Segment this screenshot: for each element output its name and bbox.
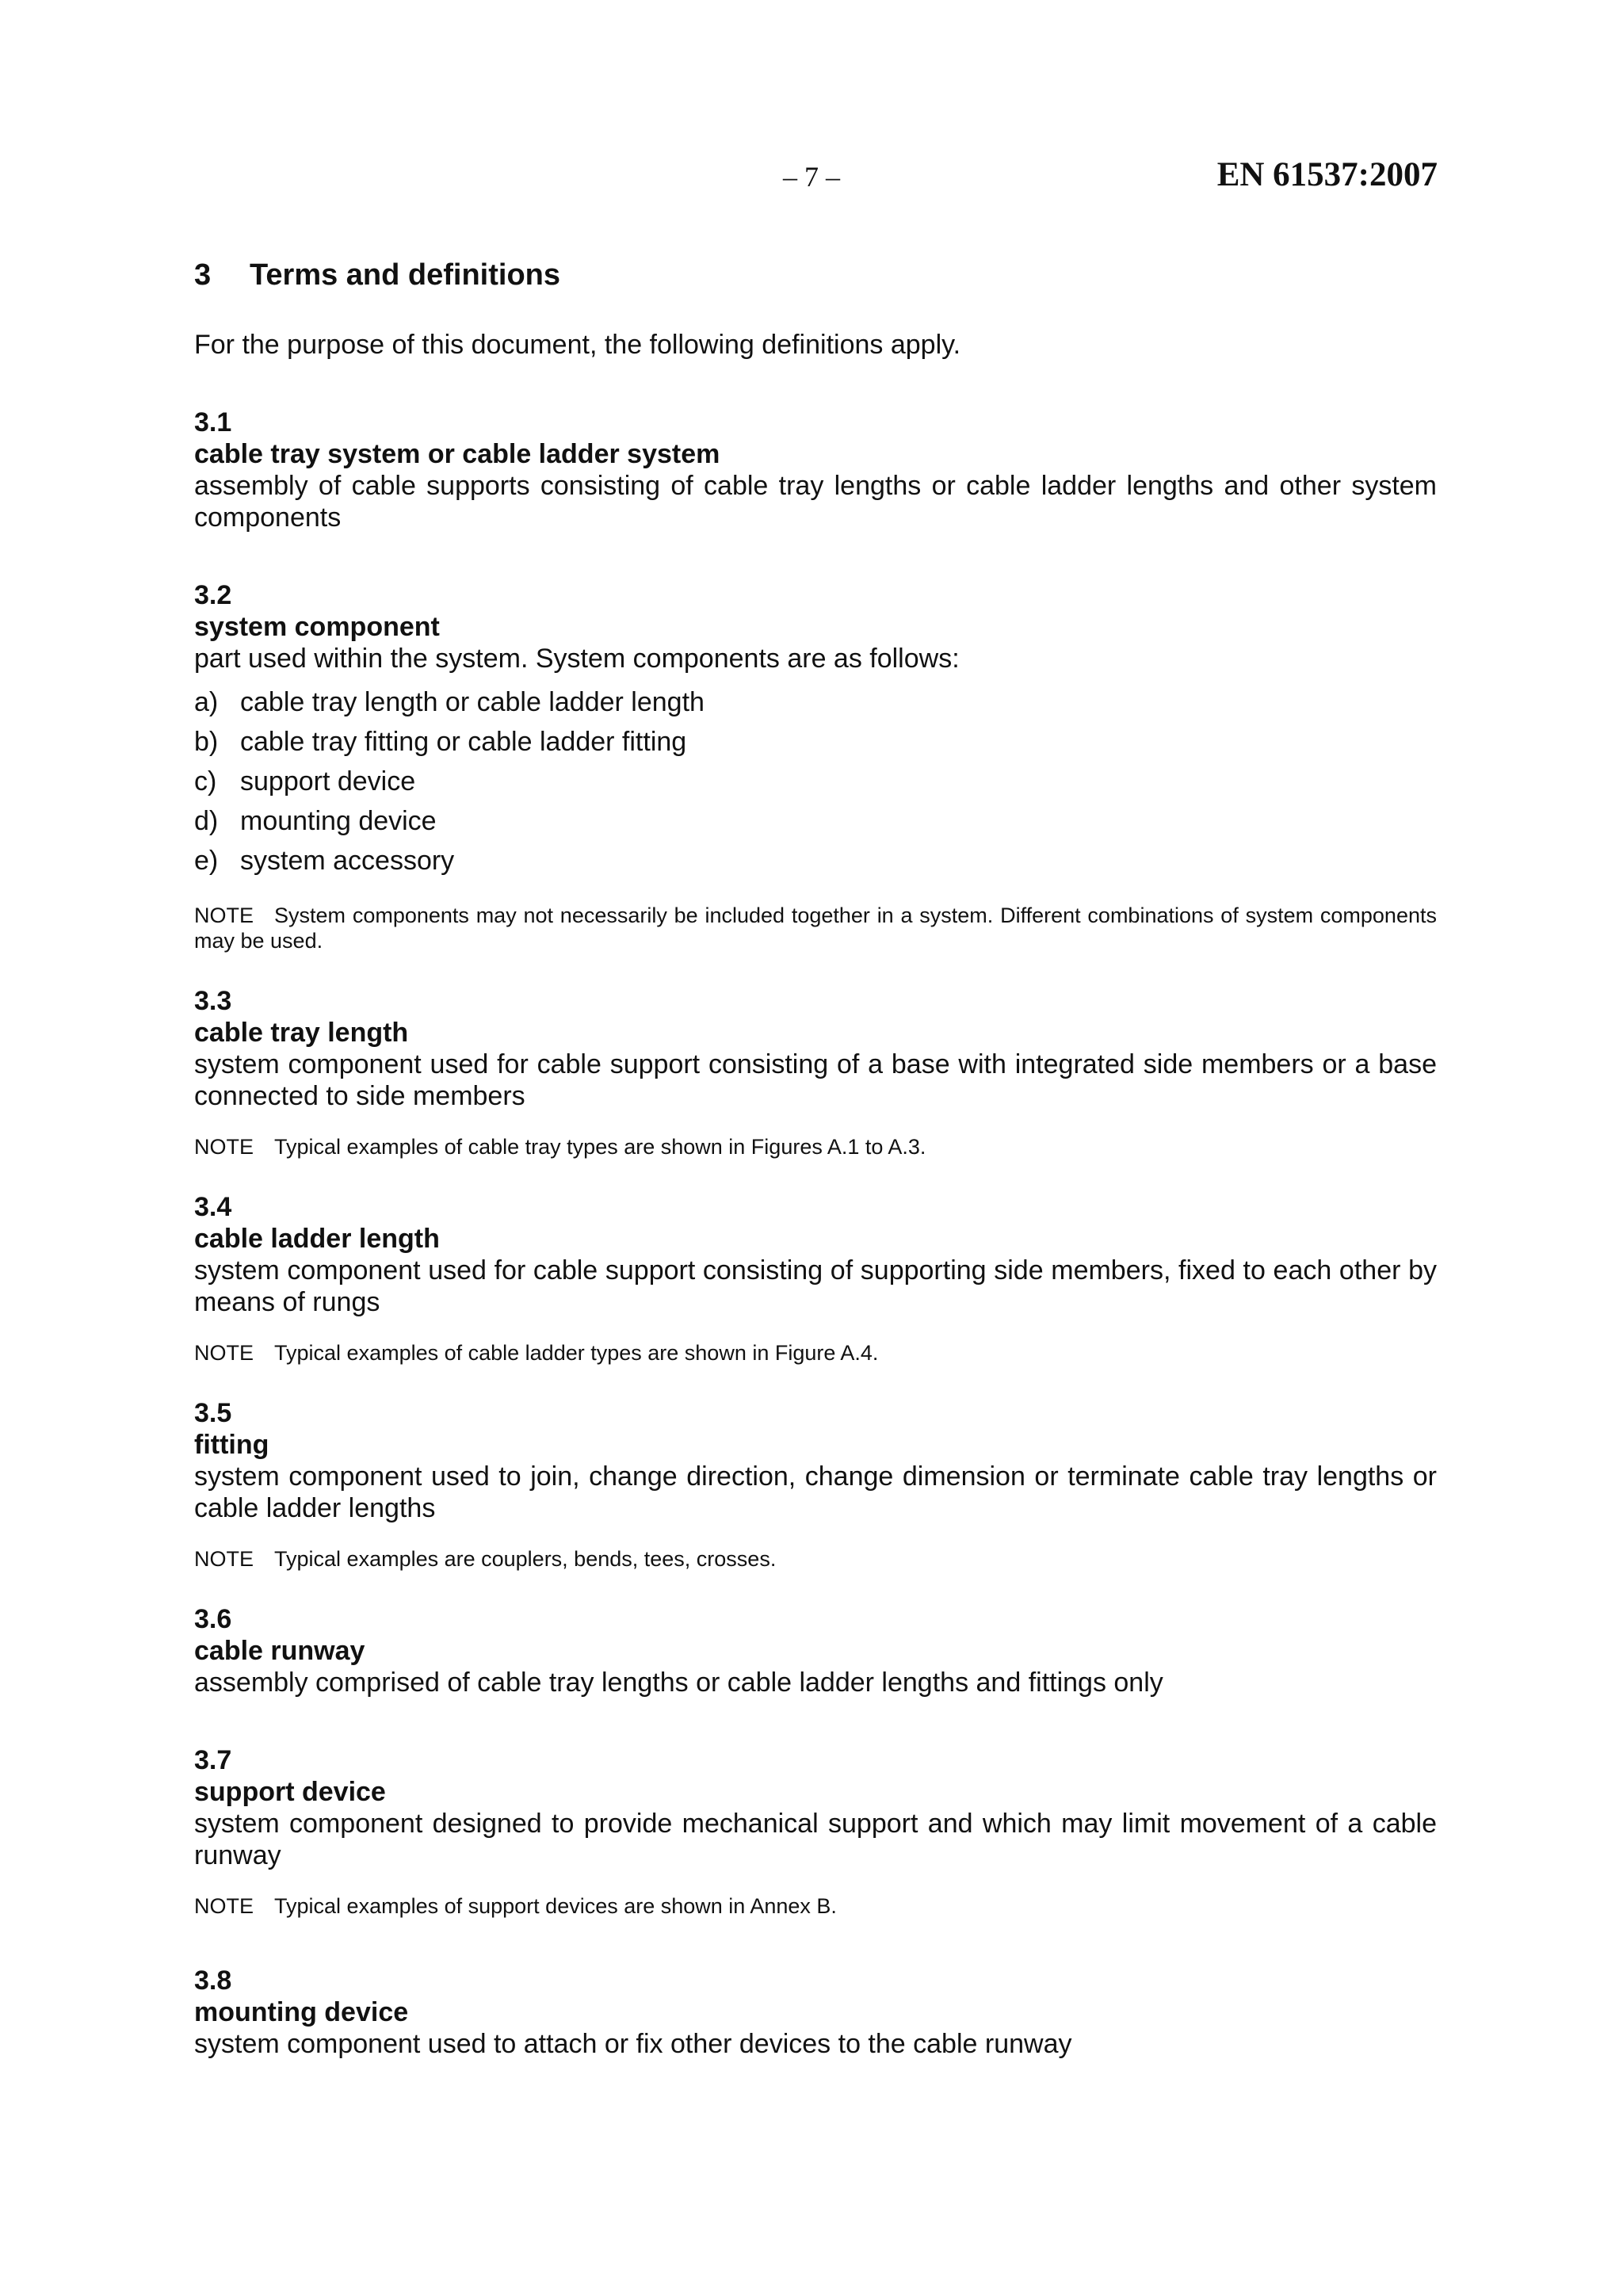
list-marker: e) [194, 846, 219, 876]
list-item [194, 762, 1437, 801]
term-definition: part used within the system. System components are as follows: [194, 644, 960, 674]
term-3-5 [194, 1397, 1437, 1572]
section-number: 3 [194, 258, 212, 292]
term-number: 3.8 [194, 1966, 232, 1996]
term-number: 3.2 [194, 580, 232, 610]
term-name: cable tray system or cable ladder system [194, 439, 720, 469]
term-3-8 [194, 1965, 1437, 2060]
term-definition: assembly comprised of cable tray lengths or cable ladder lengths and fittings only [194, 1668, 1163, 1698]
page-number: – 7 – [783, 161, 840, 193]
term-name: cable tray length [194, 1018, 409, 1048]
term-note [194, 1893, 1437, 1919]
list-marker: b) [194, 727, 219, 757]
list-item [194, 722, 1437, 762]
term-note [194, 1340, 1437, 1366]
term-definition: system component designed to provide mechanical support and which may limit movement of a cable runway [194, 1809, 1437, 1870]
note-text: Typical examples of cable ladder types are shown in Figure A.4. [274, 1341, 879, 1365]
note-label: NOTE [194, 1135, 254, 1159]
term-definition: assembly of cable supports consisting of cable tray lengths or cable ladder lengths and other system components [194, 471, 1437, 533]
term-name: support device [194, 1777, 386, 1807]
term-definition: system component used for cable support consisting of supporting side members, fixed to each other by means of rungs [194, 1255, 1437, 1317]
term-note [194, 903, 1437, 953]
term-name: fitting [194, 1430, 269, 1460]
term-number: 3.5 [194, 1398, 232, 1428]
term-3-4 [194, 1191, 1437, 1366]
page-content [194, 257, 1437, 2060]
note-label: NOTE [194, 904, 254, 927]
note-text: Typical examples of cable tray types are shown in Figures A.1 to A.3. [274, 1135, 926, 1159]
term-3-2 [194, 579, 1437, 953]
term-name: cable ladder length [194, 1224, 440, 1254]
section-title: Terms and definitions [250, 258, 561, 292]
list-text: cable tray length or cable ladder length [240, 687, 705, 717]
term-number: 3.3 [194, 986, 232, 1016]
note-label: NOTE [194, 1894, 254, 1918]
term-definition: system component used to join, change direction, change dimension or terminate cable tray lengths or cable ladder lengths [194, 1461, 1437, 1523]
note-text: System components may not necessarily be included together in a system. Different combinations of system components may be used. [194, 904, 1437, 953]
term-definition: system component used for cable support consisting of a base with integrated side members or a base connected to side members [194, 1049, 1437, 1111]
term-name: cable runway [194, 1636, 365, 1666]
term-number: 3.7 [194, 1745, 232, 1775]
list-text: support device [240, 766, 416, 797]
list-item [194, 801, 1437, 841]
term-3-1 [194, 407, 1437, 533]
term-3-6 [194, 1603, 1437, 1698]
list-text: system accessory [240, 846, 455, 876]
term-note [194, 1546, 1437, 1572]
note-label: NOTE [194, 1547, 254, 1571]
term-number: 3.4 [194, 1192, 232, 1222]
list-marker: d) [194, 806, 219, 836]
list-marker: c) [194, 766, 217, 797]
term-number: 3.1 [194, 407, 232, 437]
note-label: NOTE [194, 1341, 254, 1365]
term-name: system component [194, 612, 440, 642]
document-id: EN 61537:2007 [1216, 156, 1438, 193]
term-note [194, 1134, 1437, 1159]
list-marker: a) [194, 687, 219, 717]
section-intro: For the purpose of this document, the following definitions apply. [194, 330, 961, 360]
list-text: mounting device [240, 806, 437, 836]
list-text: cable tray fitting or cable ladder fitting [240, 727, 687, 757]
section-heading [194, 257, 1437, 293]
note-text: Typical examples of support devices are shown in Annex B. [274, 1894, 837, 1918]
component-list [194, 682, 1437, 881]
term-3-3 [194, 985, 1437, 1159]
term-number: 3.6 [194, 1604, 232, 1634]
term-definition: system component used to attach or fix other devices to the cable runway [194, 2029, 1072, 2059]
list-item [194, 841, 1437, 881]
note-text: Typical examples are couplers, bends, tees, crosses. [274, 1547, 777, 1571]
term-3-7 [194, 1744, 1437, 1919]
list-item [194, 682, 1437, 722]
term-name: mounting device [194, 1997, 409, 2027]
